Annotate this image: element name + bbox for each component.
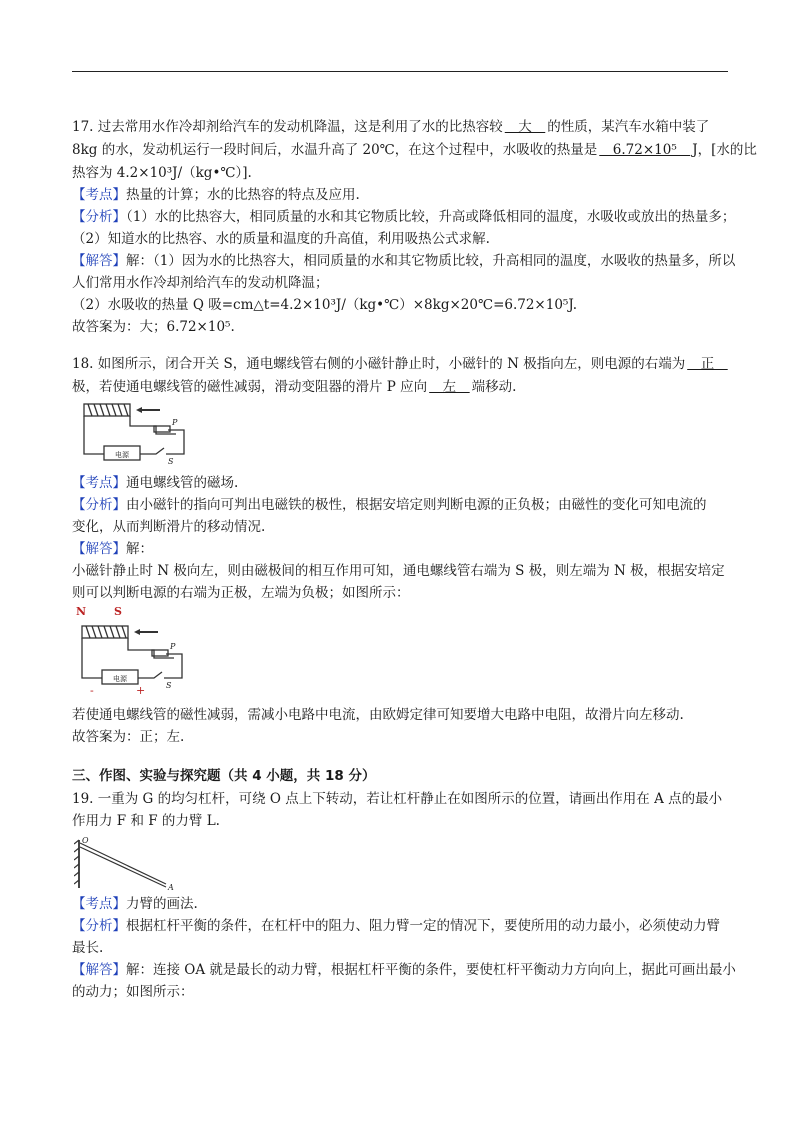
needle-arrow bbox=[134, 629, 140, 635]
q19-fenxi-2: 最长. bbox=[72, 940, 104, 956]
q18-kaodian: 【考点】通电螺线管的磁场. bbox=[72, 475, 239, 491]
solenoid-circuit-figure bbox=[76, 396, 196, 466]
q17-line-3: 热容为 4.2×10³J/（kg•℃）]. bbox=[72, 165, 252, 181]
switch-label: S bbox=[166, 681, 172, 690]
slider-label: P bbox=[170, 642, 176, 651]
q17-line-1: 17. 过去常用水作冷却剂给汽车的发动机降温，这是利用了水的比热容较 大 的性质，某汽车水箱中装了 bbox=[72, 119, 710, 135]
solenoid-answer-figure bbox=[74, 604, 194, 696]
q17-jieda-3: （2）水吸收的热量 Q 吸=cm△t=4.2×10³J/（kg•℃）×8kg×20℃=6.72×10⁵J. bbox=[72, 297, 577, 313]
q18-line-1: 18. 如图所示，闭合开关 S，通电螺线管右侧的小磁针静止时，小磁针的 N 极指向左，则电源的右端为 正 bbox=[72, 356, 728, 372]
slider-label: P bbox=[172, 418, 178, 427]
q18-line-2: 极，若使通电螺线管的磁性减弱，滑动变阻器的滑片 P 应向 左 端移动. bbox=[72, 379, 517, 395]
q17-answer: 故答案为：大；6.72×10⁵. bbox=[72, 319, 235, 335]
lever-bar bbox=[80, 843, 166, 887]
plus-terminal-label: + bbox=[136, 684, 146, 696]
wire-rheostat bbox=[130, 416, 176, 434]
header-rule bbox=[72, 71, 728, 72]
lever-figure bbox=[74, 834, 178, 892]
q19-line-1: 19. 一重为 G 的均匀杠杆，可绕 O 点上下转动，若让杠杆静止在如图所示的位置，请画出作用在 A 点的最小 bbox=[72, 791, 723, 807]
point-a-label: A bbox=[168, 883, 174, 892]
q18-answer: 故答案为：正；左. bbox=[72, 729, 185, 745]
wire-left bbox=[84, 416, 104, 454]
section-3-heading: 三、作图、实验与探究题（共 4 小题，共 18 分） bbox=[72, 768, 376, 784]
minus-terminal-label: - bbox=[90, 684, 94, 696]
switch-label: S bbox=[168, 457, 174, 466]
needle-arrow bbox=[136, 407, 142, 413]
q18-jieda-1: 小磁针静止时 N 极向左，则由磁极间的相互作用可知，通电螺线管右端为 S 极，则左端为 N 极，根据安培定 bbox=[72, 563, 725, 579]
power-label: 电源 bbox=[115, 451, 129, 459]
south-pole-label: S bbox=[114, 605, 122, 618]
q19-jieda-2: 的动力；如图所示： bbox=[72, 984, 194, 1000]
q18-jieda-2: 则可以判断电源的右端为正极，左端为负极；如图所示： bbox=[72, 585, 410, 601]
q19-fenxi-1: 【分析】根据杠杆平衡的条件，在杠杆中的阻力、阻力臂一定的情况下，要使所用的动力最小，必须使动力臂 bbox=[72, 918, 720, 934]
wire-rheostat bbox=[128, 638, 174, 658]
q18-fenxi-1: 【分析】由小磁针的指向可判出电磁铁的极性，根据安培定则判断电源的正负极；由磁性的变化可知电流的 bbox=[72, 497, 707, 513]
q18-fenxi-2: 变化，从而判断滑片的移动情况. bbox=[72, 519, 266, 535]
pivot-o-label: O bbox=[82, 836, 89, 845]
north-pole-label: N bbox=[76, 605, 87, 618]
q19-jieda-1: 【解答】解：连接 OA 就是最长的动力臂，根据杠杆平衡的条件，要使杠杆平衡动力方向向上，据此可画出最小 bbox=[72, 962, 736, 978]
q17-jieda-2: 人们常用水作冷却剂给汽车的发动机降温； bbox=[72, 275, 329, 291]
q17-line-2: 8kg 的水，发动机运行一段时间后，水温升高了 20℃，在这个过程中，水吸收的热量是 6.72×10⁵ J，[水的比 bbox=[72, 142, 757, 158]
q17-kaodian: 【考点】热量的计算；水的比热容的特点及应用. bbox=[72, 187, 360, 203]
power-label: 电源 bbox=[113, 675, 127, 683]
solenoid-coil bbox=[88, 404, 128, 416]
q19-line-2: 作用力 F 和 F 的力臂 L. bbox=[72, 813, 220, 829]
q18-jieda-0: 【解答】解： bbox=[72, 541, 153, 557]
wire-left bbox=[82, 638, 102, 678]
q17-jieda-1: 【解答】解：（1）因为水的比热容大，相同质量的水和其它物质比较，升高相同的温度，水吸收的热量多，所以 bbox=[72, 253, 736, 269]
q19-kaodian: 【考点】力臂的画法. bbox=[72, 896, 198, 912]
q17-fenxi-1: 【分析】（1）水的比热容大，相同质量的水和其它物质比较，升高或降低相同的温度，水吸收或放出的热量多； bbox=[72, 209, 736, 225]
q17-fenxi-2: （2）知道水的比热容、水的质量和温度的升高值，利用吸热公式求解. bbox=[72, 231, 490, 247]
q18-jieda-3: 若使通电螺线管的磁性减弱，需减小电路中电流，由欧姆定律可知要增大电路中电阻，故滑片向左移动. bbox=[72, 707, 684, 723]
solenoid-coil bbox=[86, 626, 126, 638]
